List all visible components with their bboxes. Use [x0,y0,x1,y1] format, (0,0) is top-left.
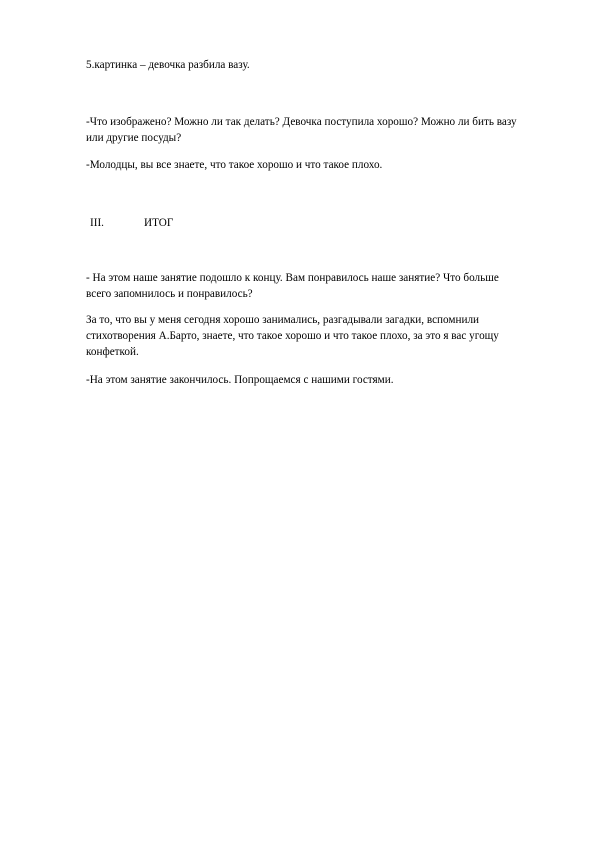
section-title: ИТОГ [144,217,174,229]
closing-paragraph [86,372,546,388]
praise-text: -Молодцы, вы все знаете, что такое хорошо и что такое плохо. [86,159,383,171]
closing-text: -На этом занятие закончилось. Попрощаемся с нашими гостями. [86,374,394,386]
praise-paragraph [86,157,546,173]
summary-question-paragraph [86,270,546,302]
reward-line-3: конфеткой. [86,346,139,358]
questions-paragraph [86,114,546,146]
summary-question-line-1: - На этом наше занятие подошло к концу. Вам понравилось наше занятие? Что больше [86,272,499,284]
picture-line [86,57,546,73]
reward-paragraph [86,312,546,360]
questions-line-2: или другие посуды? [86,132,182,144]
reward-line-2: стихотворения А.Барто, знаете, что такое хорошо и что такое плохо, за это я вас угощу [86,330,499,342]
summary-question-line-2: всего запомнилось и понравилось? [86,288,253,300]
reward-line-1: За то, что вы у меня сегодня хорошо занимались, разгадывали загадки, вспомнили [86,314,480,326]
picture-line-text: 5.картинка – девочка разбила вазу. [86,59,250,71]
section-number: III. [90,217,104,229]
questions-line-1: -Что изображено? Можно ли так делать? Девочка поступила хорошо? Можно ли бить вазу [86,116,517,128]
